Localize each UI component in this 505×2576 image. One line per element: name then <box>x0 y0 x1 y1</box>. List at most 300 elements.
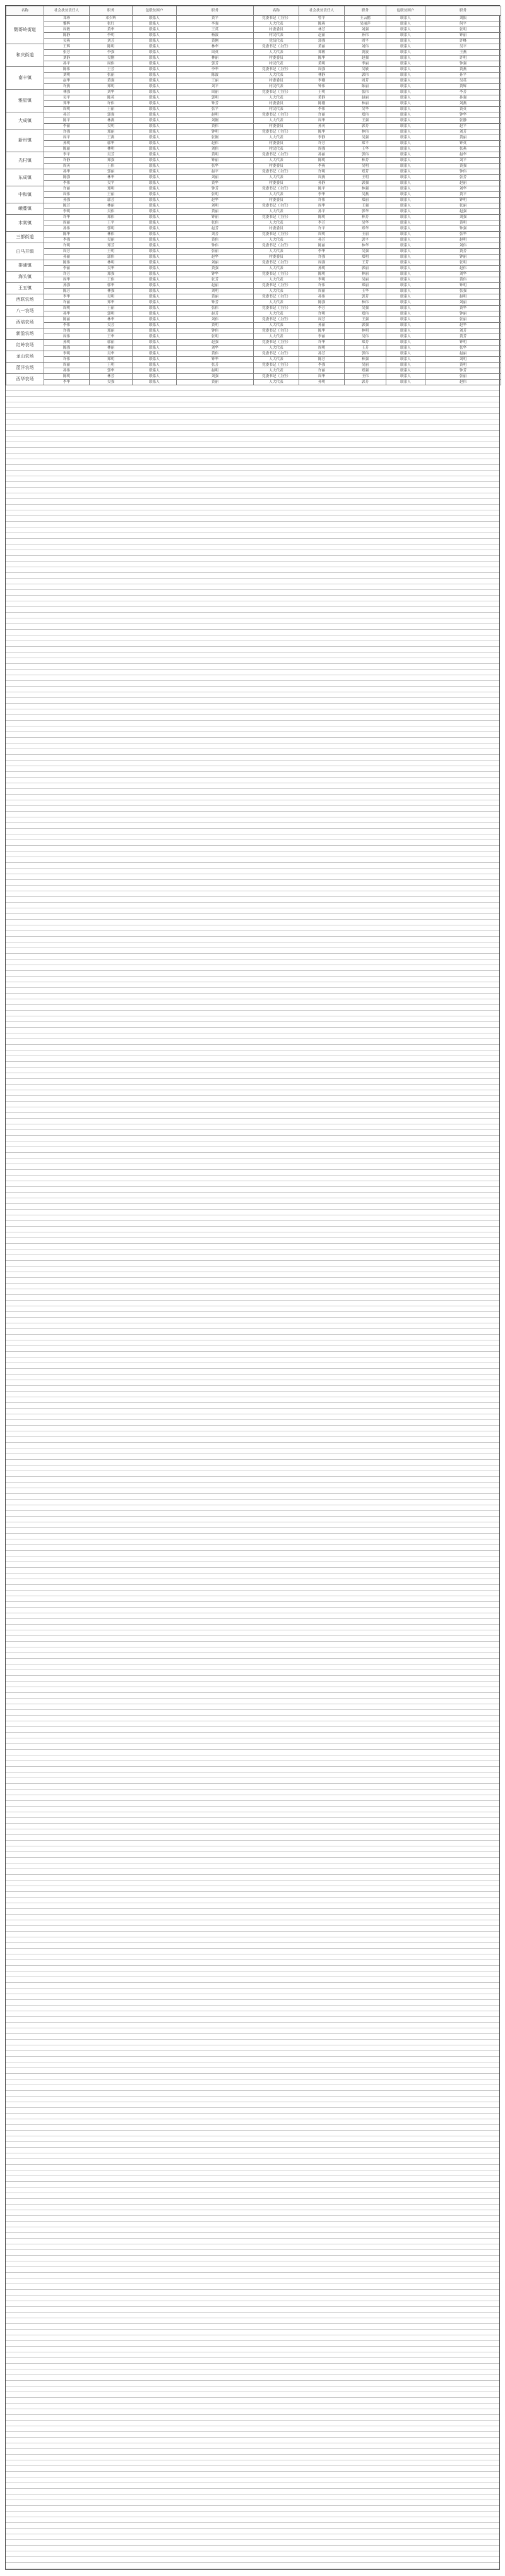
table-cell: 人大代表 <box>254 311 299 317</box>
table-cell: 吴明 <box>345 164 386 169</box>
table-cell: 林丽 <box>90 203 133 209</box>
table-row <box>6 118 501 124</box>
table-cell: 李华 <box>299 192 345 198</box>
col-header-responsible-right: 社会扶贫责任人 <box>299 6 345 16</box>
table-cell: 李强 <box>299 363 345 368</box>
table-cell: 联系人 <box>386 334 425 340</box>
table-cell: 党委书记（主任） <box>254 203 299 209</box>
table-cell: 王明 <box>90 249 133 255</box>
table-cell: 李芳 <box>425 90 501 95</box>
table-cell: 刘明 <box>44 73 90 78</box>
table-cell: 吴芳 <box>90 152 133 158</box>
table-cell: 郑芳 <box>345 169 386 175</box>
table-cell: 人大代表 <box>254 357 299 363</box>
table-cell: 陈明 <box>299 158 345 164</box>
table-cell: 孙明 <box>44 141 90 147</box>
table-cell: 联系人 <box>386 357 425 363</box>
table-cell: 联系人 <box>386 118 425 124</box>
table-cell: 张华 <box>177 164 254 169</box>
table-cell: 吴明 <box>90 294 133 300</box>
table-cell: 王英 <box>177 27 254 33</box>
table-cell: 吴华 <box>345 220 386 226</box>
table-cell: 刘燕 <box>425 101 501 107</box>
table-cell: 林芳 <box>345 215 386 220</box>
table-cell: 联系人 <box>133 374 177 380</box>
group-name-cell: 新州镇 <box>6 129 44 152</box>
table-row <box>6 158 501 164</box>
table-cell: 刘明 <box>425 357 501 363</box>
table-cell: 许丽 <box>299 368 345 374</box>
table-cell: 郑芳 <box>345 340 386 346</box>
table-cell: 黄刚 <box>177 39 254 44</box>
table-cell: 郭芳 <box>177 61 254 67</box>
table-cell: 周芳 <box>44 249 90 255</box>
table-row <box>6 289 501 294</box>
table-cell: 周燕 <box>299 175 345 181</box>
table-cell: 林明 <box>345 328 386 334</box>
table-row <box>6 260 501 266</box>
table-row <box>6 164 501 169</box>
table-row <box>6 198 501 203</box>
table-cell: 联系人 <box>386 317 425 323</box>
table-cell: 黄强 <box>425 164 501 169</box>
table-cell: 人大代表 <box>254 158 299 164</box>
table-cell: 黄华 <box>90 27 133 33</box>
table-cell: 赵强 <box>425 209 501 215</box>
table-cell: 钟丽 <box>425 33 501 39</box>
table-cell: 许强 <box>44 129 90 135</box>
table-cell: 郑强 <box>90 158 133 164</box>
table-cell: 党委书记（主任） <box>254 243 299 249</box>
table-cell: 钟丽 <box>177 215 254 220</box>
table-cell: 党委书记（主任） <box>254 129 299 135</box>
table-cell: 李华 <box>177 67 254 73</box>
group-name-cell: 峨蔓镇 <box>6 203 44 215</box>
table-cell: 陈伟 <box>44 67 90 73</box>
table-row <box>6 152 501 158</box>
table-cell: 联系人 <box>386 124 425 129</box>
table-row <box>6 175 501 181</box>
table-row <box>6 249 501 255</box>
table-cell: 吴刚 <box>90 56 133 61</box>
table-cell: 赵伟 <box>425 266 501 272</box>
table-cell: 林静 <box>299 73 345 78</box>
table-cell: 联系人 <box>133 16 177 21</box>
table-row <box>6 101 501 107</box>
table-cell: 孙平 <box>425 73 501 78</box>
col-header-household-right: 包联贫困户 <box>386 6 425 16</box>
table-cell: 郭华 <box>345 209 386 215</box>
table-cell: 郭强 <box>345 323 386 328</box>
table-cell: 郑芳 <box>90 243 133 249</box>
table-cell: 林丽 <box>345 101 386 107</box>
table-cell: 郭芳 <box>345 294 386 300</box>
table-cell: 许明 <box>299 311 345 317</box>
table-cell: 党委书记（主任） <box>254 90 299 95</box>
table-cell: 刘芳 <box>425 129 501 135</box>
table-cell: 村民代表 <box>254 147 299 152</box>
table-cell: 联系人 <box>386 340 425 346</box>
table-cell: 联系人 <box>133 306 177 311</box>
table-cell: 人大代表 <box>254 368 299 374</box>
table-cell: 刘芳 <box>425 328 501 334</box>
table-cell: 村民代表 <box>254 107 299 112</box>
col-header-post: 职务 <box>90 6 133 16</box>
table-cell: 联系人 <box>133 44 177 50</box>
table-cell: 陈明 <box>299 215 345 220</box>
table-cell: 王芳 <box>90 67 133 73</box>
table-cell: 钟伟 <box>177 243 254 249</box>
table-row <box>6 306 501 311</box>
table-cell: 赵华 <box>177 198 254 203</box>
table-cell: 赵平 <box>425 124 501 129</box>
table-cell: 李华 <box>44 294 90 300</box>
table-cell: 联系人 <box>133 209 177 215</box>
table-cell: 许丽 <box>44 300 90 306</box>
table-cell: 党委书记（主任） <box>254 363 299 368</box>
table-cell: 赵伟 <box>177 141 254 147</box>
group-name-cell: 西培农场 <box>6 317 44 328</box>
table-cell: 联系人 <box>133 21 177 27</box>
table-cell: 陈芳 <box>299 357 345 363</box>
table-cell: 李强 <box>44 238 90 243</box>
table-cell: 联系人 <box>133 50 177 56</box>
table-cell: 赵明 <box>425 294 501 300</box>
table-cell: 黄平 <box>177 16 254 21</box>
table-cell: 吴燕 <box>44 39 90 44</box>
table-cell: 黄丽 <box>425 135 501 141</box>
table-cell: 钟丽 <box>425 255 501 260</box>
table-cell: 党委书记（主任） <box>254 328 299 334</box>
table-cell: 钟华 <box>425 112 501 118</box>
table-cell: 联系人 <box>386 220 425 226</box>
table-cell: 联系人 <box>386 203 425 209</box>
table-cell: 陈芳 <box>44 289 90 294</box>
table-cell: 黄明 <box>177 152 254 158</box>
table-cell: 赵明 <box>177 112 254 118</box>
table-cell: 李丽 <box>44 266 90 272</box>
table-cell: 许静 <box>44 158 90 164</box>
table-cell: 林华 <box>90 175 133 181</box>
table-cell: 张明 <box>425 27 501 33</box>
table-cell: 许明 <box>425 56 501 61</box>
table-row <box>6 255 501 260</box>
table-cell: 孙丽 <box>299 323 345 328</box>
table-cell: 人大代表 <box>254 300 299 306</box>
table-cell: 钟明 <box>425 198 501 203</box>
table-cell: 许明 <box>44 243 90 249</box>
table-cell: 村委委员 <box>254 101 299 107</box>
table-cell: 吴平 <box>425 44 501 50</box>
table-cell: 党委书记（主任） <box>254 44 299 50</box>
table-cell: 联系人 <box>133 357 177 363</box>
table-cell: 钟强 <box>425 226 501 232</box>
table-cell: 联系人 <box>386 283 425 289</box>
table-cell: 黄伟 <box>177 351 254 357</box>
table-cell: 联系人 <box>386 90 425 95</box>
table-cell: 林强 <box>345 186 386 192</box>
table-cell: 张明 <box>177 334 254 340</box>
table-cell: 李明 <box>44 209 90 215</box>
table-cell: 钟明 <box>425 340 501 346</box>
table-cell: 联系人 <box>386 84 425 90</box>
table-cell: 陈刚 <box>299 101 345 107</box>
table-cell: 吴强 <box>345 306 386 311</box>
table-cell: 人大代表 <box>254 209 299 215</box>
table-cell: 党委书记（主任） <box>254 340 299 346</box>
table-cell: 周明 <box>44 107 90 112</box>
table-cell: 村民代表 <box>254 33 299 39</box>
table-cell: 周华 <box>299 118 345 124</box>
table-cell: 刘伟 <box>177 147 254 152</box>
table-cell: 刘伟 <box>425 243 501 249</box>
table-cell: 黄芳 <box>425 249 501 255</box>
table-cell: 许华 <box>44 215 90 220</box>
table-cell: 联系人 <box>386 169 425 175</box>
table-cell: 钟华 <box>177 272 254 277</box>
table-cell: 联系人 <box>386 44 425 50</box>
table-cell: 吴平 <box>44 95 90 101</box>
header-row <box>6 6 501 16</box>
table-cell: 周敏 <box>44 27 90 33</box>
table-cell: 人大代表 <box>254 266 299 272</box>
table-row <box>6 95 501 101</box>
col-header-responsible: 社会扶贫责任人 <box>44 6 90 16</box>
table-cell: 吴丽萍 <box>345 21 386 27</box>
group-name-cell: 排浦镇 <box>6 260 44 272</box>
group-name-cell: 蓝洋农场 <box>6 363 44 374</box>
table-cell: 张伟 <box>177 306 254 311</box>
table-cell: 联系人 <box>386 33 425 39</box>
table-cell: 林明 <box>90 260 133 266</box>
table-cell: 刘伟 <box>345 44 386 50</box>
table-cell: 联系人 <box>133 317 177 323</box>
table-cell: 联系人 <box>386 67 425 73</box>
table-cell: 吴丽 <box>345 363 386 368</box>
table-cell: 张强 <box>425 289 501 294</box>
group-name-cell: 西华农场 <box>6 374 44 385</box>
table-cell: 张伟 <box>177 220 254 226</box>
table-cell: 联系人 <box>386 147 425 152</box>
table-cell: 赵华 <box>44 78 90 84</box>
table-cell: 联系人 <box>133 101 177 107</box>
table-cell: 张静 <box>425 118 501 124</box>
table-cell: 孙明 <box>299 380 345 385</box>
table-cell: 黄芳 <box>425 334 501 340</box>
table-cell: 周英 <box>44 164 90 169</box>
table-cell: 联系人 <box>133 95 177 101</box>
table-cell: 王伟 <box>90 164 133 169</box>
table-row <box>6 56 501 61</box>
table-cell: 周丽 <box>177 90 254 95</box>
table-row <box>6 129 501 135</box>
table-cell: 联系人 <box>133 328 177 334</box>
table-cell: 李燕 <box>299 164 345 169</box>
table-cell: 张芳 <box>44 50 90 56</box>
table-cell: 人大代表 <box>254 50 299 56</box>
table-cell: 联系人 <box>133 169 177 175</box>
table-cell: 赵丽 <box>425 351 501 357</box>
table-cell: 王丽 <box>90 306 133 311</box>
table-cell: 联系人 <box>386 181 425 186</box>
table-cell: 党委书记（主任） <box>254 374 299 380</box>
table-cell: 党委书记（主任） <box>254 169 299 175</box>
table-cell: 周强 <box>299 67 345 73</box>
table-cell: 联系人 <box>386 112 425 118</box>
table-row <box>6 61 501 67</box>
table-cell: 吴强 <box>345 249 386 255</box>
table-cell: 党委书记（主任） <box>254 232 299 238</box>
table-cell: 陈明 <box>299 272 345 277</box>
table-cell: 联系人 <box>133 186 177 192</box>
table-cell: 许芳 <box>299 141 345 147</box>
table-cell: 联系人 <box>133 266 177 272</box>
table-cell: 黄丽 <box>299 44 345 50</box>
col-header-post-right: 职务 <box>345 6 386 16</box>
table-cell: 李丽 <box>44 124 90 129</box>
table-cell: 村委委员 <box>254 124 299 129</box>
table-cell: 吴强 <box>90 380 133 385</box>
table-cell: 联系人 <box>133 272 177 277</box>
table-cell: 联系人 <box>386 78 425 84</box>
table-cell: 联系人 <box>133 232 177 238</box>
table-cell: 黄伟 <box>425 277 501 283</box>
table-cell: 吴丽 <box>345 277 386 283</box>
table-cell: 陈丽 <box>44 147 90 152</box>
table-cell: 联系人 <box>133 147 177 152</box>
table-cell: 联系人 <box>386 380 425 385</box>
table-cell: 吴明 <box>90 124 133 129</box>
table-row <box>6 374 501 380</box>
table-cell: 王平 <box>90 220 133 226</box>
table-cell: 联系人 <box>133 129 177 135</box>
table-cell: 周华 <box>299 374 345 380</box>
table-cell: 人大代表 <box>254 334 299 340</box>
table-cell: 刘芳 <box>90 39 133 44</box>
table-cell: 张丽 <box>425 374 501 380</box>
table-cell: 林明 <box>90 147 133 152</box>
table-cell: 李华 <box>44 380 90 385</box>
table-cell: 陈静 <box>44 33 90 39</box>
table-cell: 郑华 <box>44 101 90 107</box>
table-cell: 郭伟 <box>90 255 133 260</box>
table-cell: 黄丽 <box>177 380 254 385</box>
table-cell: 联系人 <box>386 306 425 311</box>
table-cell: 赵强 <box>345 56 386 61</box>
table-cell: 联系人 <box>386 300 425 306</box>
table-cell: 张丽 <box>177 249 254 255</box>
table-cell: 周明 <box>299 346 345 351</box>
group-name-cell: 东成镇 <box>6 169 44 186</box>
table-row <box>6 283 501 289</box>
table-cell: 孙平 <box>299 209 345 215</box>
table-cell: 刘丽 <box>177 175 254 181</box>
table-cell: 周平 <box>44 135 90 141</box>
table-cell: 王芳 <box>345 260 386 266</box>
table-cell: 赵华 <box>177 255 254 260</box>
group-name-cell: 雅星镇 <box>6 90 44 112</box>
table-cell: 联系人 <box>133 255 177 260</box>
table-cell: 刘平 <box>425 158 501 164</box>
table-row <box>6 124 501 129</box>
group-name-cell: 光村镇 <box>6 152 44 169</box>
table-cell: 许平 <box>299 226 345 232</box>
table-cell: 刘强 <box>425 215 501 220</box>
table-cell: 郑平 <box>345 141 386 147</box>
table-row <box>6 39 501 44</box>
group-name-cell: 新盈农场 <box>6 328 44 340</box>
table-cell: 陈华 <box>299 129 345 135</box>
table-cell: 林华 <box>177 44 254 50</box>
table-cell: 钟芳 <box>177 101 254 107</box>
table-cell: 刘丽 <box>425 300 501 306</box>
table-cell: 孙芳 <box>44 112 90 118</box>
table-cell: 刘强 <box>177 374 254 380</box>
table-cell: 人大代表 <box>254 289 299 294</box>
table-row <box>6 266 501 272</box>
table-cell: 林燕 <box>90 118 133 124</box>
table-cell: 林强 <box>90 289 133 294</box>
table-cell: 郭明 <box>90 311 133 317</box>
table-cell: 郭强 <box>299 39 345 44</box>
table-cell: 联系人 <box>386 21 425 27</box>
table-cell: 吴伟 <box>345 334 386 340</box>
table-cell: 党委书记（主任） <box>254 272 299 277</box>
table-cell: 陈强 <box>44 346 90 351</box>
table-cell: 联系人 <box>386 73 425 78</box>
col-header-position-right: 职务 <box>425 6 501 16</box>
table-row <box>6 368 501 374</box>
table-cell: 联系人 <box>386 243 425 249</box>
table-cell: 钟英 <box>425 141 501 147</box>
table-row <box>6 226 501 232</box>
table-cell: 黄华 <box>177 181 254 186</box>
table-cell: 联系人 <box>386 238 425 243</box>
table-cell: 联系人 <box>133 340 177 346</box>
table-cell: 人大代表 <box>254 277 299 283</box>
table-cell: 刘伟 <box>177 317 254 323</box>
group-name-cell: 红岭农场 <box>6 340 44 351</box>
table-cell: 联系人 <box>133 368 177 374</box>
table-cell: 联系人 <box>133 198 177 203</box>
table-cell: 人大代表 <box>254 238 299 243</box>
table-cell: 党员代表 <box>254 39 299 44</box>
table-cell: 联系人 <box>133 107 177 112</box>
table-cell: 人大代表 <box>254 95 299 101</box>
table-cell: 联系人 <box>386 175 425 181</box>
table-cell: 邓珍 <box>44 16 90 21</box>
table-row <box>6 300 501 306</box>
table-cell: 联系人 <box>386 39 425 44</box>
table-cell: 人大代表 <box>254 135 299 141</box>
table-cell: 许伟 <box>90 101 133 107</box>
table-row <box>6 277 501 283</box>
table-cell: 孙平 <box>44 61 90 67</box>
roster-table <box>6 6 501 385</box>
table-cell: 人大代表 <box>254 192 299 198</box>
table-cell: 联系人 <box>386 16 425 21</box>
table-cell: 王辉 <box>44 44 90 50</box>
table-row <box>6 141 501 147</box>
table-cell: 联系人 <box>133 238 177 243</box>
table-row <box>6 328 501 334</box>
table-cell: 联系人 <box>386 255 425 260</box>
table-cell: 许燕 <box>44 84 90 90</box>
table-cell: 赵丽 <box>299 33 345 39</box>
table-cell: 赵丽 <box>425 181 501 186</box>
group-name-cell: 和庆街道 <box>6 44 44 67</box>
table-cell: 联系人 <box>133 33 177 39</box>
